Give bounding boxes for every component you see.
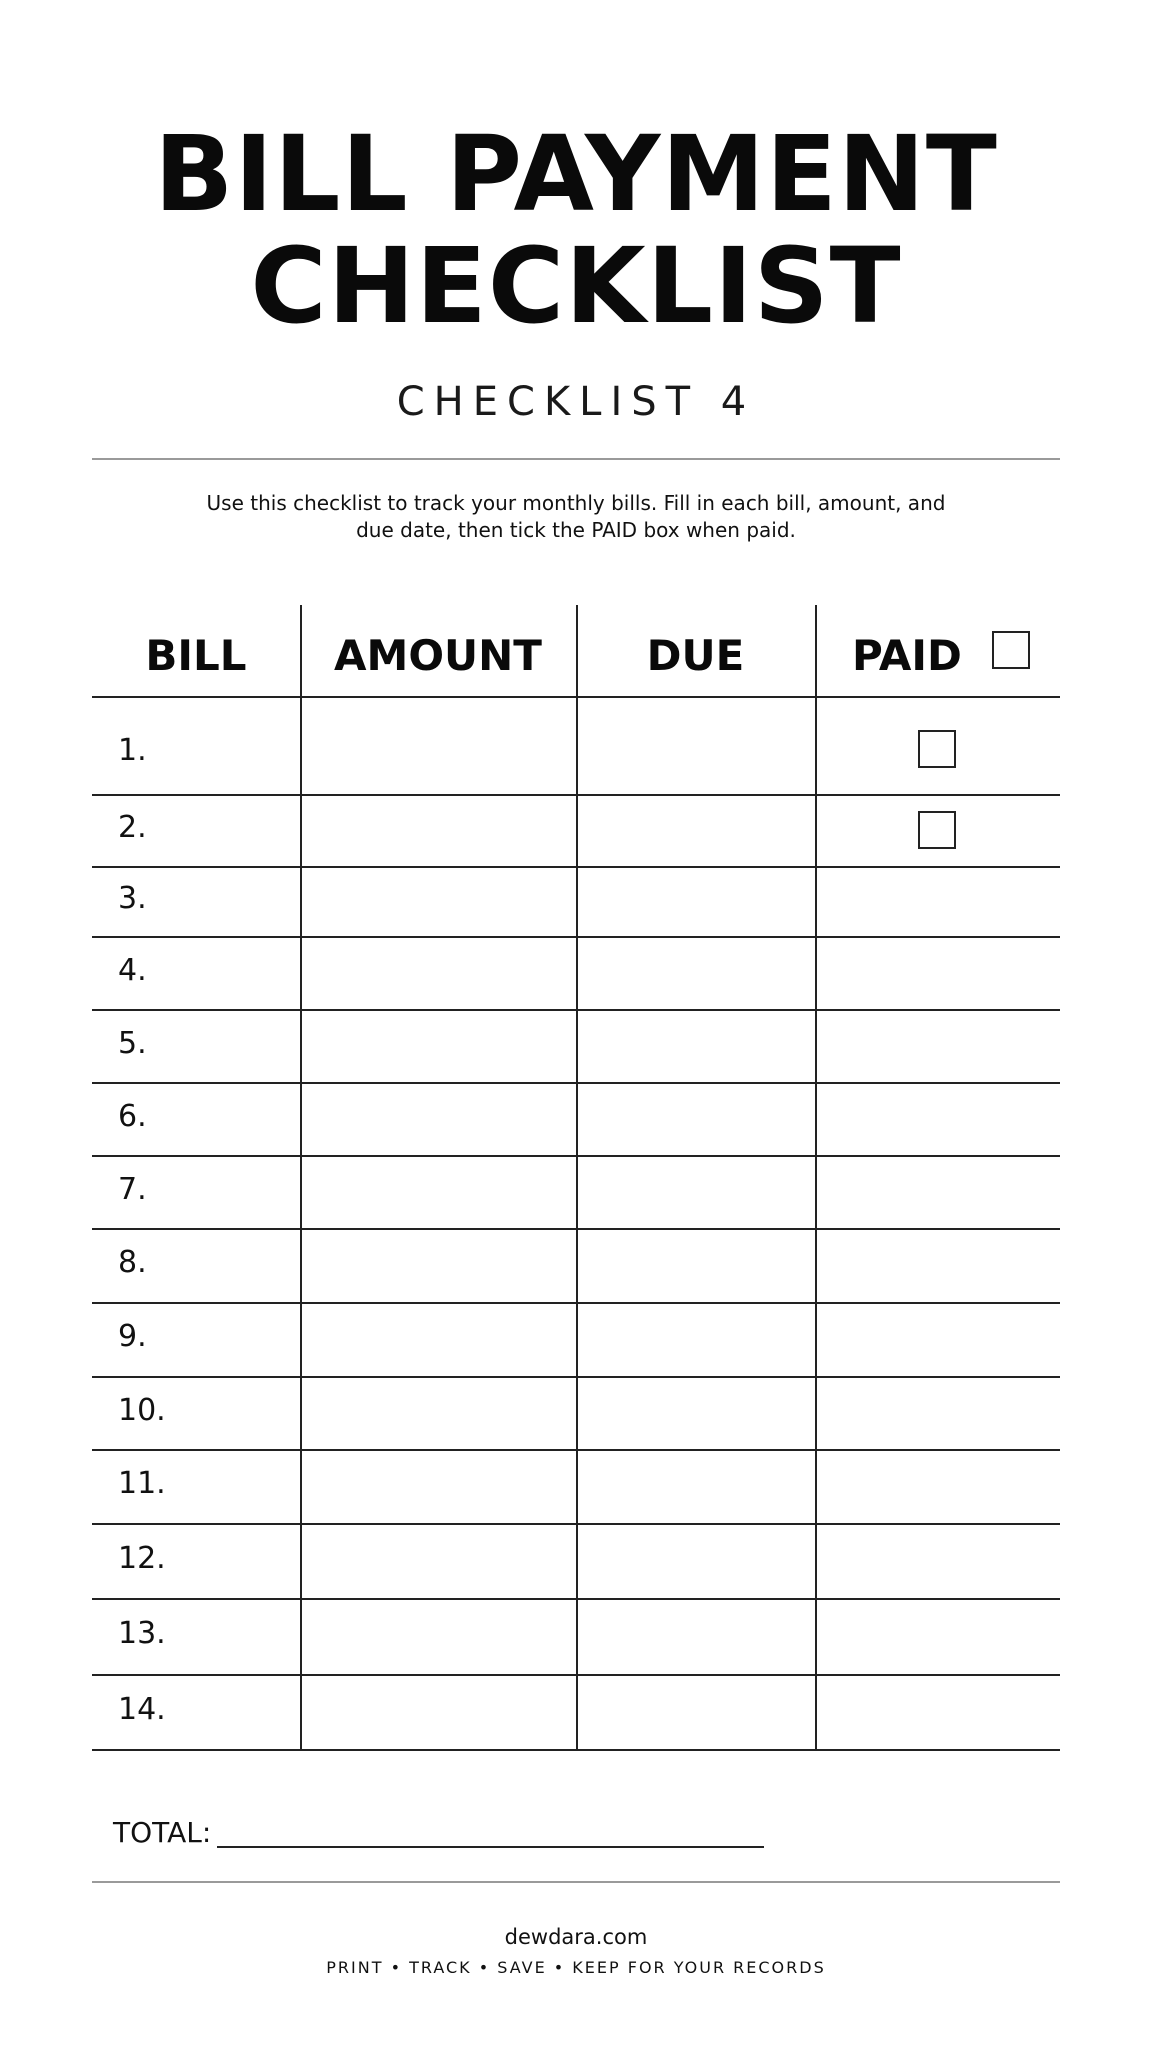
row-number: 4. [118, 952, 147, 988]
amount-cell[interactable] [300, 1523, 576, 1598]
due-date-cell[interactable] [576, 1598, 815, 1674]
table-row [92, 1523, 1060, 1598]
paid-cell[interactable] [815, 1302, 1060, 1376]
due-date-cell[interactable] [576, 1228, 815, 1302]
amount-cell[interactable] [300, 936, 576, 1009]
due-date-cell[interactable] [576, 696, 815, 794]
column-header-due: DUE [646, 631, 745, 680]
table-row [92, 1302, 1060, 1376]
table-row [92, 866, 1060, 936]
due-date-cell[interactable] [576, 1155, 815, 1228]
paid-cell[interactable] [815, 1674, 1060, 1749]
paid-checkbox[interactable] [918, 730, 956, 768]
row-number: 7. [118, 1171, 147, 1207]
amount-cell[interactable] [300, 794, 576, 866]
amount-cell[interactable] [300, 1598, 576, 1674]
due-date-cell[interactable] [576, 936, 815, 1009]
amount-cell[interactable] [300, 1376, 576, 1449]
row-number: 13. [118, 1616, 166, 1651]
paid-cell[interactable] [815, 1449, 1060, 1523]
row-number: 1. [118, 733, 147, 768]
paid-cell[interactable] [815, 1598, 1060, 1674]
instructions-line-2: due date, then tick the PAID box when paid. [356, 518, 796, 542]
table-row [92, 1155, 1060, 1228]
column-header-paid: PAID [852, 631, 962, 680]
instructions [176, 490, 976, 544]
due-date-cell[interactable] [576, 1376, 815, 1449]
paid-cell[interactable] [815, 866, 1060, 936]
row-number: 3. [118, 881, 147, 916]
paid-cell[interactable] [815, 936, 1060, 1009]
table-row [92, 1376, 1060, 1449]
table-row [92, 1228, 1060, 1302]
row-divider [92, 1749, 1060, 1751]
top-divider [92, 458, 1060, 460]
paid-cell[interactable] [815, 1082, 1060, 1155]
table-row [92, 1009, 1060, 1082]
column-header-bill: BILL [145, 631, 247, 680]
table-row [92, 1674, 1060, 1749]
table-row [92, 794, 1060, 866]
row-number: 2. [118, 810, 147, 845]
row-number: 14. [118, 1691, 166, 1727]
table-row [92, 696, 1060, 794]
footer-tagline: PRINT • TRACK • SAVE • KEEP FOR YOUR RECORDS [326, 1958, 826, 1977]
table-row [92, 936, 1060, 1009]
amount-cell[interactable] [300, 1009, 576, 1082]
bill-table [92, 605, 1060, 1750]
row-number: 6. [118, 1098, 147, 1134]
table-row [92, 1449, 1060, 1523]
row-number: 10. [118, 1392, 166, 1428]
due-date-cell[interactable] [576, 866, 815, 936]
page-title-line-2: CHECKLIST [250, 225, 902, 347]
amount-cell[interactable] [300, 1228, 576, 1302]
row-number: 11. [118, 1466, 166, 1501]
paid-cell[interactable] [815, 1009, 1060, 1082]
due-date-cell[interactable] [576, 1302, 815, 1376]
table-row [92, 1598, 1060, 1674]
amount-cell[interactable] [300, 1449, 576, 1523]
amount-cell[interactable] [300, 866, 576, 936]
instructions-line-1: Use this checklist to track your monthly bills. Fill in each bill, amount, and [206, 491, 946, 515]
bottom-divider [92, 1881, 1060, 1883]
page-title-line-1: BILL PAYMENT [154, 113, 998, 235]
amount-cell[interactable] [300, 696, 576, 794]
paid-cell[interactable] [815, 1155, 1060, 1228]
table-row [92, 1082, 1060, 1155]
row-number: 12. [118, 1540, 166, 1576]
footer-website: dewdara.com [504, 1925, 648, 1949]
amount-cell[interactable] [300, 1082, 576, 1155]
header-paid-checkbox[interactable] [992, 631, 1030, 669]
due-date-cell[interactable] [576, 1009, 815, 1082]
column-header-amount: AMOUNT [334, 631, 542, 680]
due-date-cell[interactable] [576, 1082, 815, 1155]
paid-cell[interactable] [815, 1228, 1060, 1302]
due-date-cell[interactable] [576, 794, 815, 866]
paid-checkbox[interactable] [918, 811, 956, 849]
amount-cell[interactable] [300, 1302, 576, 1376]
checklist-subtitle: CHECKLIST 4 [396, 379, 756, 425]
paid-cell[interactable] [815, 1376, 1060, 1449]
total-label: TOTAL: [113, 1816, 212, 1849]
row-number: 9. [118, 1319, 147, 1354]
row-number: 5. [118, 1025, 147, 1061]
total-entry-line[interactable] [217, 1846, 764, 1848]
paid-cell[interactable] [815, 1523, 1060, 1598]
due-date-cell[interactable] [576, 1674, 815, 1749]
due-date-cell[interactable] [576, 1523, 815, 1598]
amount-cell[interactable] [300, 1674, 576, 1749]
row-number: 8. [118, 1245, 147, 1280]
page-title [0, 113, 1152, 347]
due-date-cell[interactable] [576, 1449, 815, 1523]
amount-cell[interactable] [300, 1155, 576, 1228]
